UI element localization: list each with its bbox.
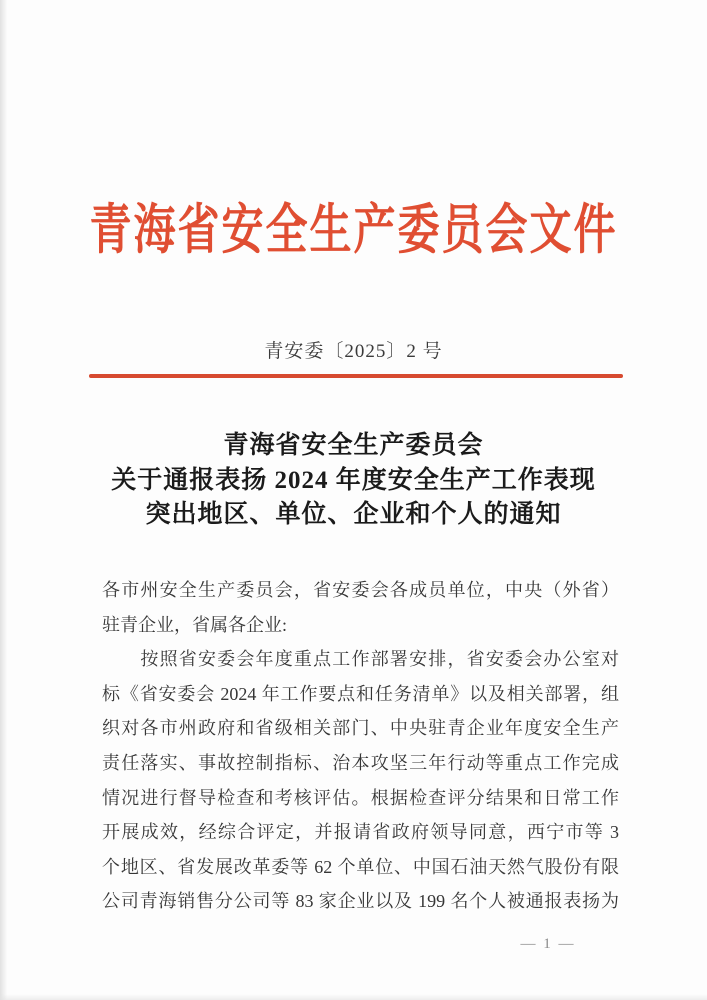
notice-title <box>0 429 707 533</box>
body-line: 各市州安全生产委员会，省安委会各成员单位，中央（外省） <box>102 580 619 600</box>
scan-bottom-edge-shadow <box>0 994 707 1000</box>
red-divider-rule <box>89 374 623 378</box>
notice-title-line-3: 突出地区、单位、企业和个人的通知 <box>145 501 562 528</box>
body-line: 责任落实、事故控制指标、治本攻坚三年行动等重点工作完成 <box>102 752 619 773</box>
body-line: 标《省安委会 2024 年工作要点和任务清单》以及相关部署，组 <box>102 683 619 704</box>
notice-title-line-1: 青海省安全生产委员会 <box>223 432 484 459</box>
document-body <box>102 573 619 919</box>
body-line: 情况进行督导检查和考核评估。根据检查评分结果和日常工作 <box>102 787 619 808</box>
document-header-title: 青海省安全生产委员会文件 <box>89 201 618 261</box>
body-line: 个地区、省发展改革委等 62 个单位、中国石油天然气股份有限 <box>102 856 619 877</box>
body-line: 公司青海销售分公司等 83 家企业以及 199 名个人被通报表扬为 <box>102 891 619 912</box>
page-number: — 1 — <box>520 936 576 952</box>
body-line: 按照省安委会年度重点工作部署安排，省安委会办公室对 <box>102 649 619 670</box>
body-line: 驻青企业，省属各企业: <box>102 614 287 635</box>
document-number: 青安委〔2025〕2 号 <box>264 341 443 362</box>
body-line: 织对各市州政府和省级相关部门、中央驻青企业年度安全生产 <box>102 718 619 739</box>
body-line: 开展成效，经综合评定，并报请省政府领导同意，西宁市等 3 <box>102 822 619 843</box>
notice-title-line-2: 关于通报表扬 2024 年度安全生产工作表现 <box>111 466 596 494</box>
